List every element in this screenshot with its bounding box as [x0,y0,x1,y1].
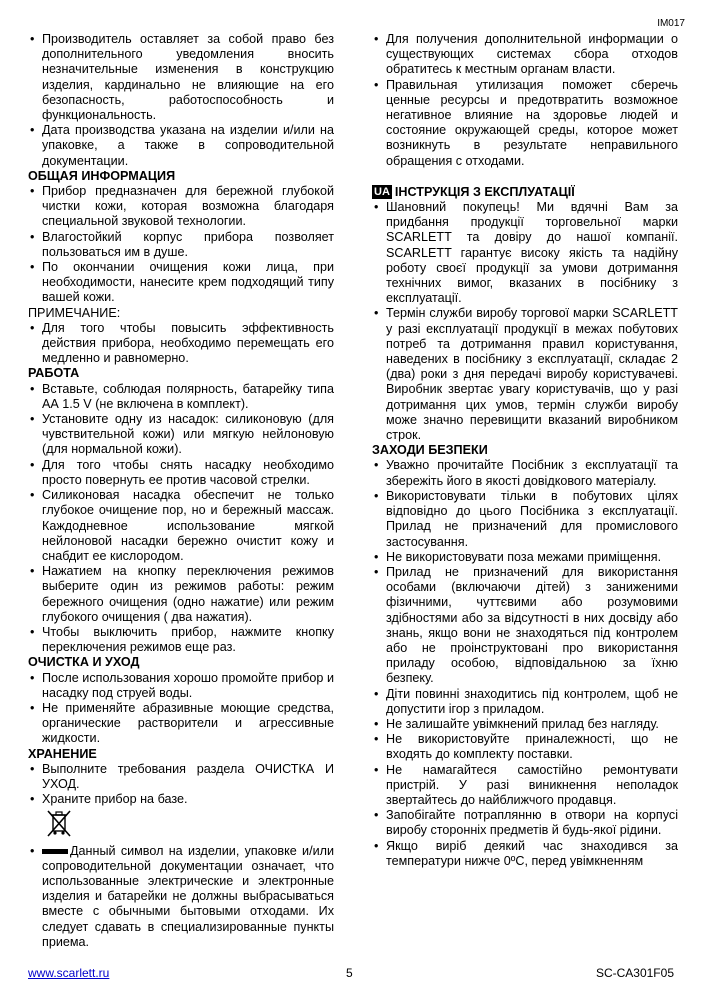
list-item: • После использования хорошо промойте прибор и насадку под струей воды. [28,671,334,701]
note-heading: ПРИМЕЧАНИЕ: [28,305,121,320]
list-item: • Храните прибор на базе. [28,792,334,807]
list-item: • Якщо виріб деякий час знаходився за температури нижче 0ºC, перед увімкненням [372,839,678,869]
list-item: • Влагостойкий корпус прибора позволяет пользоваться им в душе. [28,230,334,260]
section-heading-cleaning: ОЧИСТКА И УХОД [28,655,140,670]
list-item: • Не применяйте абразивные моющие средства, органические растворители и агрессивные жидкости. [28,701,334,747]
list-item: • Для того чтобы повысить эффективность действия прибора, необходимо перемещать его медленно и равномерно. [28,321,334,367]
list-item: • Не використовуйте приналежності, що не входять до комплекту поставки. [372,732,678,762]
list-item: • Правильная утилизация поможет сберечь ценные ресурсы и предотвратить возможное негативное влияние на здоровье людей и состояние окружающей среды, которое может возникнуть в результате неправильного обращения с отходами. [372,78,678,169]
ua-section-heading [372,185,678,200]
section-heading-general: ОБЩАЯ ИНФОРМАЦИЯ [28,168,176,183]
ua-language-badge: UA [374,186,390,199]
list-item: • Шановний покупець! Ми вдячні Вам за придбання продукції торговельної марки SCARLETT та довіру до нашої компанії. SCARLETT гарантує високу якість та надійну роботу своєї продукції за умови дотримання технічних вимог, вказаних в посібнику з експлуатації. [372,200,678,306]
document-code: IM017 [657,18,685,29]
list-item: • Термін служби виробу торгової марки SCARLETT у разі експлуатації продукції в межах побутових потреб та дотримання правил користування, наведених в посібнику з експлуатації, складає 2 (два) роки з дня передачі виробу користувачеві. Виробник звертає увагу користувачів, що у разі дотримання цих умов, термін служби виробу може значно перевищити вказаний виробником строк. [372,306,678,443]
black-bar-icon [42,849,68,854]
list-item: • Установите одну из насадок: силиконовую (для чувствительной кожи) или мягкую нейлоновую (для нормальной кожи). [28,412,334,458]
disposal-text: Данный символ на изделии, упаковке и/или сопроводительной документации означает, что использованные электрические и электронные изделия и батарейки не должны выбрасываться вместе с обычными бытовыми отходами. Их следует сдавать в специализированные пункты приема. [42,843,334,949]
list-item: • Дата производства указана на изделии и/или на упаковке, а также в сопроводительной документации. [28,123,334,169]
list-item: • Прилад не призначений для використання особами (включаючи дітей) з заниженими фізичними, чуттєвими або розумовими здібностями або за відсутності в них досвіду або знань, якщо вони не знаходяться під контролем або не проінструктовані про використання приладу особою, відповідальною за їхню безпеку. [372,565,678,687]
list-item: • Для того чтобы снять насадку необходимо просто повернуть ее против часовой стрелки. [28,458,334,488]
list-item: • Вставьте, соблюдая полярность, батарейку типа АА 1.5 V (не включена в комплект). [28,382,334,412]
list-item: • Производитель оставляет за собой право без дополнительного уведомления вносить незначительные изменения в конструкцию изделия, кардинально не влияющие на его безопасность, работоспособность и функциональность. [28,32,334,123]
list-item [28,844,334,950]
list-item: • Використовувати тільки в побутових цілях відповідно до цього Посібника з експлуатації. Прилад не призначений для промислового застосування. [372,489,678,550]
list-item: • Чтобы выключить прибор, нажмите кнопку переключения режимов еще раз. [28,625,334,655]
list-item: • Выполните требования раздела ОЧИСТКА И УХОД. [28,762,334,792]
ua-title: ІНСТРУКЦІЯ З ЕКСПЛУАТАЦІЇ [394,184,575,199]
list-item: • Нажатием на кнопку переключения режимов выберите один из режимов работы: режим бережного очищения (одно нажатие) или режим глубокого очищения ( два нажатия). [28,564,334,625]
crossed-bin-icon [46,809,72,837]
section-heading-safety: ЗАХОДИ БЕЗПЕКИ [372,443,488,458]
list-item: • Запобігайте потраплянню в отвори на корпусі виробу сторонніх предметів й будь-якої рідини. [372,808,678,838]
list-item: • По окончании очищения кожи лица, при необходимости, нанесите крем подходящий типу вашей кожи. [28,260,334,306]
list-item: • Не використовувати поза межами приміщення. [372,550,678,565]
list-item: • Не намагайтеся самостійно ремонтувати пристрій. У разі виникнення неполадок звертайтесь до найближчого продавця. [372,763,678,809]
list-item: • Уважно прочитайте Посібник з експлуатації та збережіть його в якості довідкового матеріалу. [372,458,678,488]
list-item: • Прибор предназначен для бережной глубокой чистки кожи, которая возможна благодаря специальной звуковой технологии. [28,184,334,230]
right-column [372,32,678,869]
section-heading-storage: ХРАНЕНИЕ [28,746,97,761]
model-number: SC-CA301F05 [595,966,674,980]
section-heading-work: РАБОТА [28,366,80,381]
list-item: • Для получения дополнительной информации о существующих системах сбора отходов обратитесь к местным органам власти. [372,32,678,78]
page-number: 5 [346,966,353,980]
left-column [28,32,334,950]
list-item: • Діти повинні знаходитись під контролем, щоб не допустити ігор з приладом. [372,687,678,717]
website-link[interactable]: www.scarlett.ru [28,966,110,980]
list-item: • Не залишайте увімкнений прилад без нагляду. [372,717,678,732]
list-item: • Силиконовая насадка обеспечит не только глубокое очищение пор, но и бережный массаж. Каждодневное использование мягкой нейлоновой насадки бережно очистит кожу и снабдит ее кислородом. [28,488,334,564]
